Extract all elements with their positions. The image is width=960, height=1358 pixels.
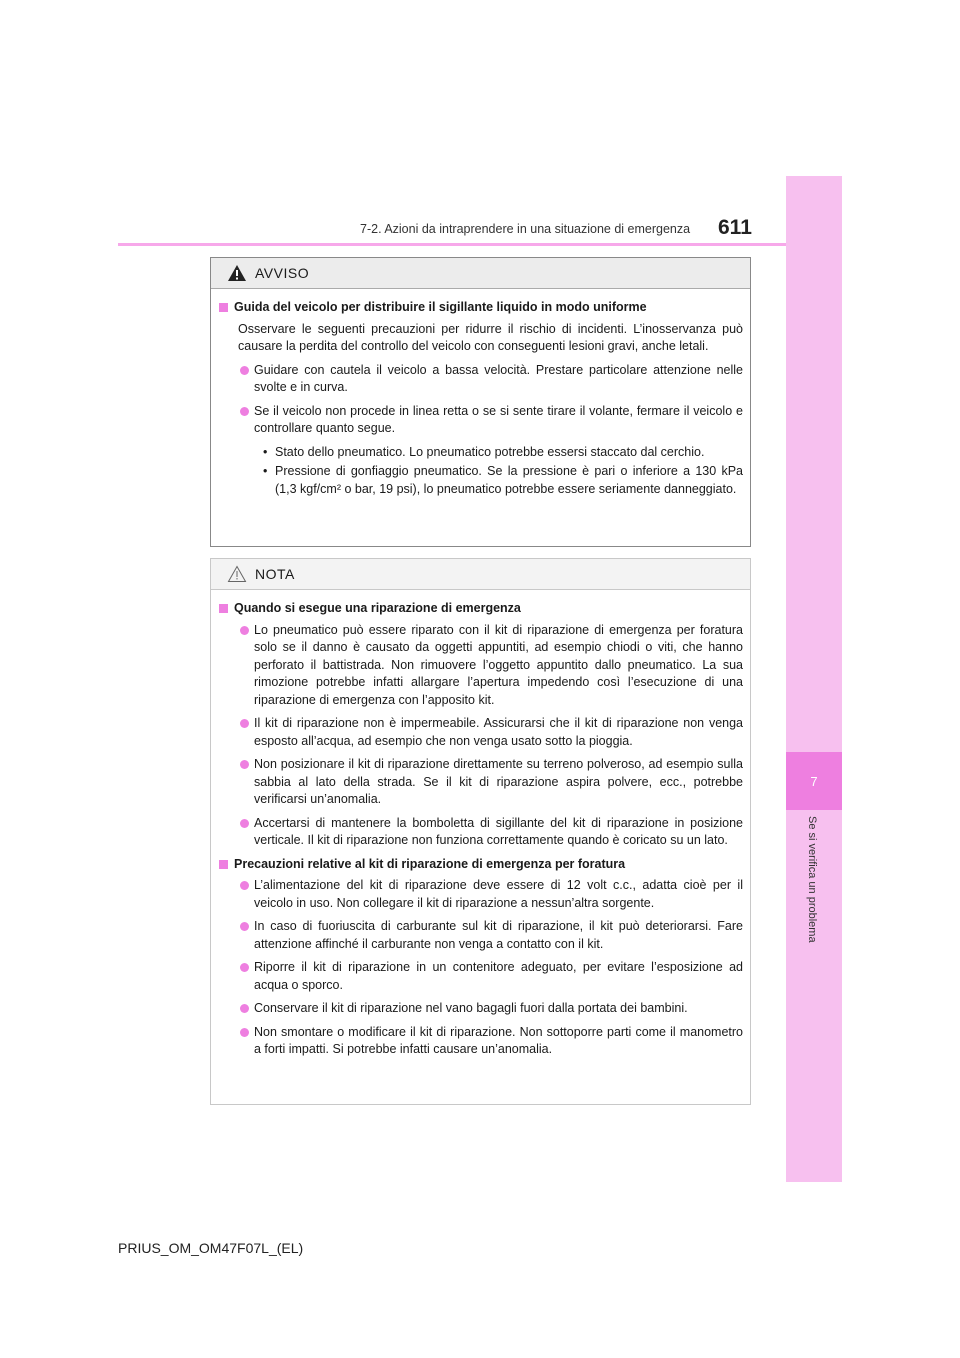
square-bullet-icon	[219, 860, 228, 869]
note-heading: NOTA	[255, 566, 295, 582]
note-section-title: Quando si esegue una riparazione di emergenza	[219, 600, 743, 618]
side-tab	[786, 176, 842, 1182]
round-bullet-icon	[240, 719, 249, 728]
square-bullet-icon	[219, 303, 228, 312]
list-item: Conservare il kit di riparazione nel vano bagagli fuori dalla portata dei bambini.	[240, 1000, 743, 1018]
round-bullet-icon	[240, 922, 249, 931]
round-bullet-icon	[240, 963, 249, 972]
warning-section-title: Guida del veicolo per distribuire il sigillante liquido in modo uniforme	[219, 299, 743, 317]
round-bullet-icon	[240, 760, 249, 769]
note-box-header	[211, 559, 750, 590]
header-title: 7-2. Azioni da intraprendere in una situazione di emergenza	[360, 222, 691, 236]
list-item: Guidare con cautela il veicolo a bassa velocità. Prestare particolare attenzione nelle svolte e in curva.	[240, 362, 743, 397]
sub-bullet-icon: •	[263, 464, 268, 478]
round-bullet-icon	[240, 881, 249, 890]
list-item: L’alimentazione del kit di riparazione deve essere di 12 volt c.c., adatta cioè per il veicolo in uso. Non collegare il kit di riparazione a nessun’altra sorgente.	[240, 877, 743, 912]
warning-body	[211, 289, 750, 498]
round-bullet-icon	[240, 819, 249, 828]
warning-heading: AVVISO	[255, 265, 310, 281]
footer-code: PRIUS_OM_OM47F07L_(EL)	[118, 1240, 304, 1256]
note-box	[210, 558, 751, 1105]
sub-list-item: • Stato dello pneumatico. Lo pneumatico potrebbe essersi staccato dal cerchio.	[263, 444, 743, 462]
list-item: Se il veicolo non procede in linea retta o se si sente tirare il volante, fermare il veicolo e controllare quanto segue.	[240, 403, 743, 438]
square-bullet-icon	[219, 604, 228, 613]
page-number: 611	[718, 216, 752, 239]
sub-bullet-icon: •	[263, 444, 268, 459]
warning-box	[210, 257, 751, 547]
chapter-label: Se si verifica un problema	[806, 816, 818, 943]
note-body	[211, 590, 750, 1059]
round-bullet-icon	[240, 1004, 249, 1013]
list-item: In caso di fuoriuscita di carburante sul kit di riparazione, il kit può deteriorarsi. Fare attenzione affinché il carburante non venga a contatto con il kit.	[240, 918, 743, 953]
note-section-title: Precauzioni relative al kit di riparazione di emergenza per foratura	[219, 856, 743, 874]
caution-icon	[227, 565, 247, 583]
warning-box-header	[211, 258, 750, 289]
list-item: Il kit di riparazione non è impermeabile. Assicurarsi che il kit di riparazione non venga esposto all’acqua, ad esempio che non venga usato sotto la pioggia.	[240, 715, 743, 750]
list-item: Lo pneumatico può essere riparato con il kit di riparazione di emergenza per foratura solo se il danno è causato da oggetti appuntiti, ad esempio chiodi o viti, che hanno perforato il battistrada. Non rimuovere l’oggetto appuntito dallo pneumatico. La sua rimozione potrebbe infatti allargare l’apertura impedendo così l’esecuzione di una riparazione di emergenza con l’apposito kit.	[240, 622, 743, 710]
warning-icon	[227, 264, 247, 282]
list-item: Accertarsi di mantenere la bomboletta di sigillante del kit di riparazione in posizione verticale. Il kit di riparazione non funziona correttamente quando è coricato su un lato.	[240, 815, 743, 850]
round-bullet-icon	[240, 366, 249, 375]
sub-list-item: • Pressione di gonfiaggio pneumatico. Se la pressione è pari o inferiore a 130 kPa (1,3 kgf/cm² o bar, 19 psi), lo pneumatico potrebbe essere seriamente danneggiato.	[263, 463, 743, 498]
list-item: Riporre il kit di riparazione in un contenitore adeguato, per evitare l’esposizione ad acqua o sporco.	[240, 959, 743, 994]
list-item: Non smontare o modificare il kit di riparazione. Non sottoporre parti come il manometro a forti impatti. Si potrebbe infatti causare un’anomalia.	[240, 1024, 743, 1059]
round-bullet-icon	[240, 626, 249, 635]
chapter-label-box	[786, 816, 842, 976]
header-rule	[118, 243, 786, 246]
list-item: Non posizionare il kit di riparazione direttamente su terreno polveroso, ad esempio sulla sabbia al lato della strada. Se il kit di riparazione aspira polvere, ecc., potrebbe verificarsi un’anomalia.	[240, 756, 743, 809]
round-bullet-icon	[240, 407, 249, 416]
round-bullet-icon	[240, 1028, 249, 1037]
chapter-number: 7	[786, 752, 842, 810]
warning-intro: Osservare le seguenti precauzioni per ridurre il rischio di incidenti. L’inosservanza può causare la perdita del controllo del veicolo con conseguenti lesioni gravi, anche letali.	[238, 321, 743, 353]
